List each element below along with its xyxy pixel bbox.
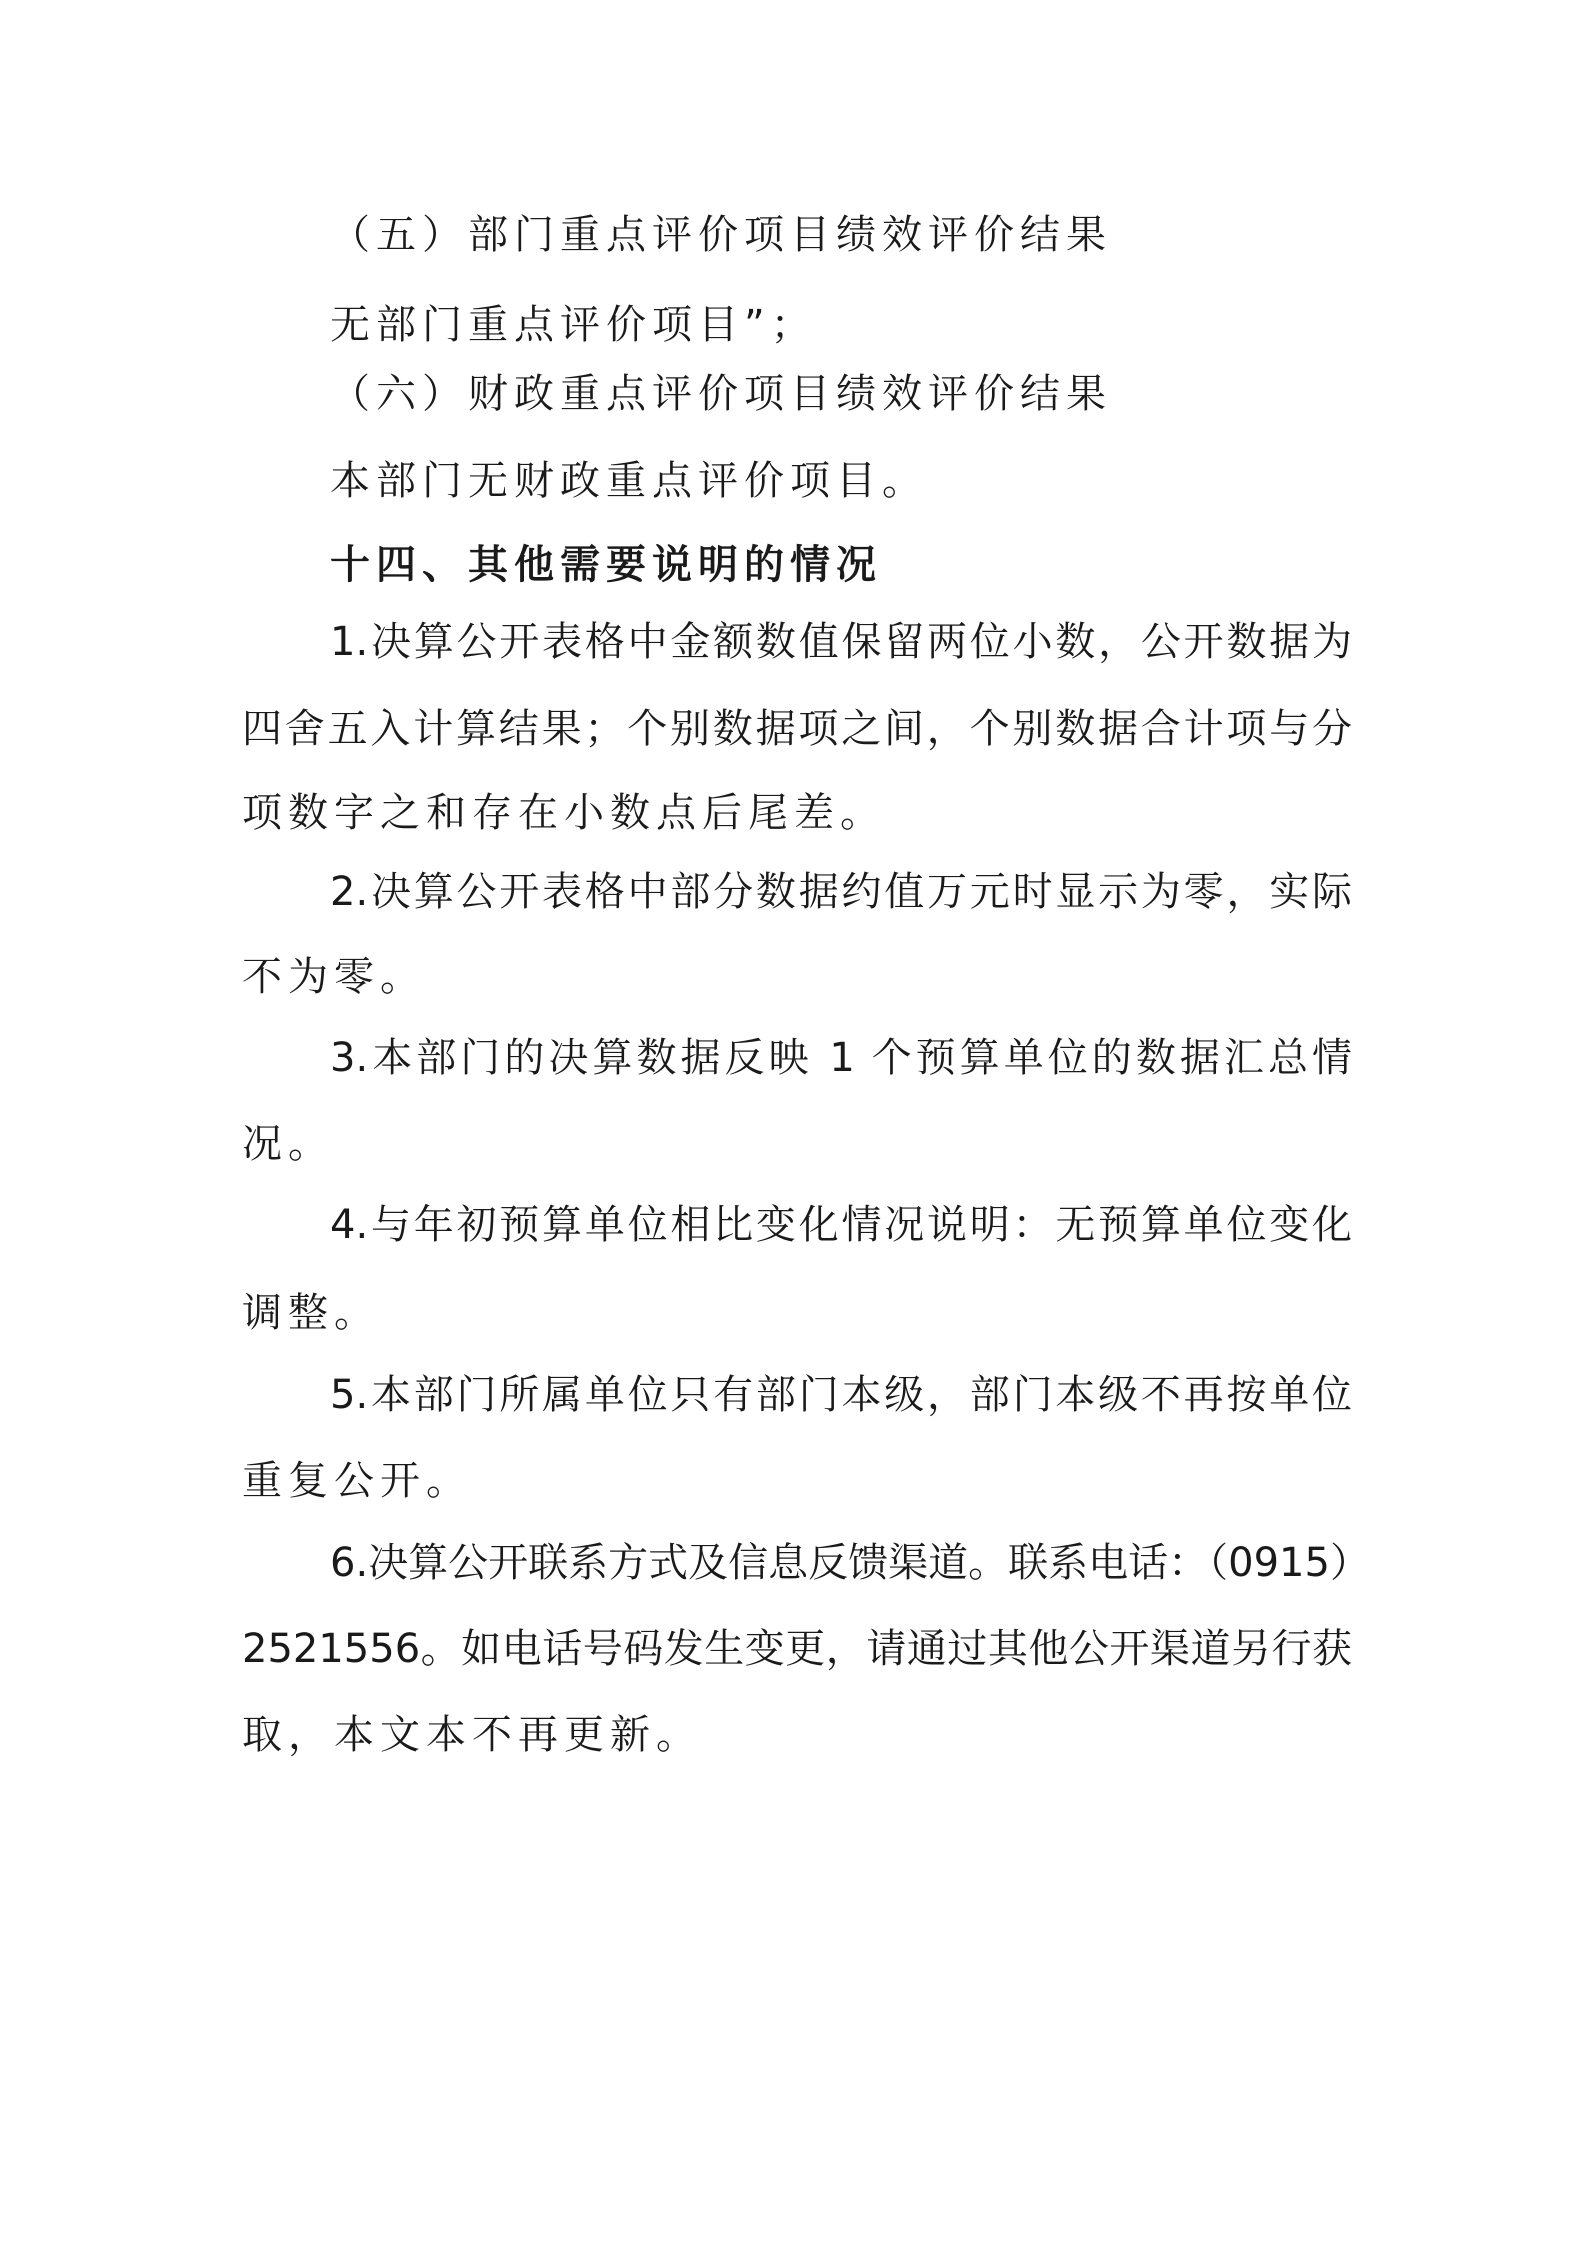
note-6-line-3: 取，本文本不再更新。: [242, 1712, 702, 1758]
note-3-line-1: 3.本部门的决算数据反映 1 个预算单位的数据汇总情: [330, 1035, 1352, 1081]
note-4-line-1: 4.与年初预算单位相比变化情况说明：无预算单位变化: [330, 1202, 1352, 1248]
note-1-line-2: 四舍五入计算结果；个别数据项之间，个别数据合计项与分: [242, 706, 1352, 752]
note-5-line-1: 5.本部门所属单位只有部门本级，部门本级不再按单位: [330, 1372, 1352, 1418]
note-5-line-2: 重复公开。: [242, 1458, 472, 1504]
section-six-heading: （六）财政重点评价项目绩效评价结果: [330, 371, 1112, 417]
section-five-heading: （五）部门重点评价项目绩效评价结果: [330, 212, 1112, 258]
section-five-body: 无部门重点评价项目”；: [330, 302, 817, 348]
note-1-line-1: 1.决算公开表格中金额数值保留两位小数，公开数据为: [330, 619, 1352, 665]
section-six-body: 本部门无财政重点评价项目。: [330, 458, 928, 504]
note-1-line-3: 项数字之和存在小数点后尾差。: [242, 790, 886, 836]
note-3-line-2: 况。: [242, 1121, 334, 1167]
note-6-line-1: 6.决算公开联系方式及信息反馈渠道。联系电话：（0915）: [330, 1540, 1370, 1586]
note-2-line-1: 2.决算公开表格中部分数据约值万元时显示为零，实际: [330, 869, 1352, 915]
note-6-line-2: 2521556。如电话号码发生变更，请通过其他公开渠道另行获: [242, 1626, 1352, 1672]
note-4-line-2: 调整。: [242, 1290, 380, 1336]
section-fourteen-heading: 十四、其他需要说明的情况: [330, 542, 882, 588]
note-2-line-2: 不为零。: [242, 954, 426, 1000]
